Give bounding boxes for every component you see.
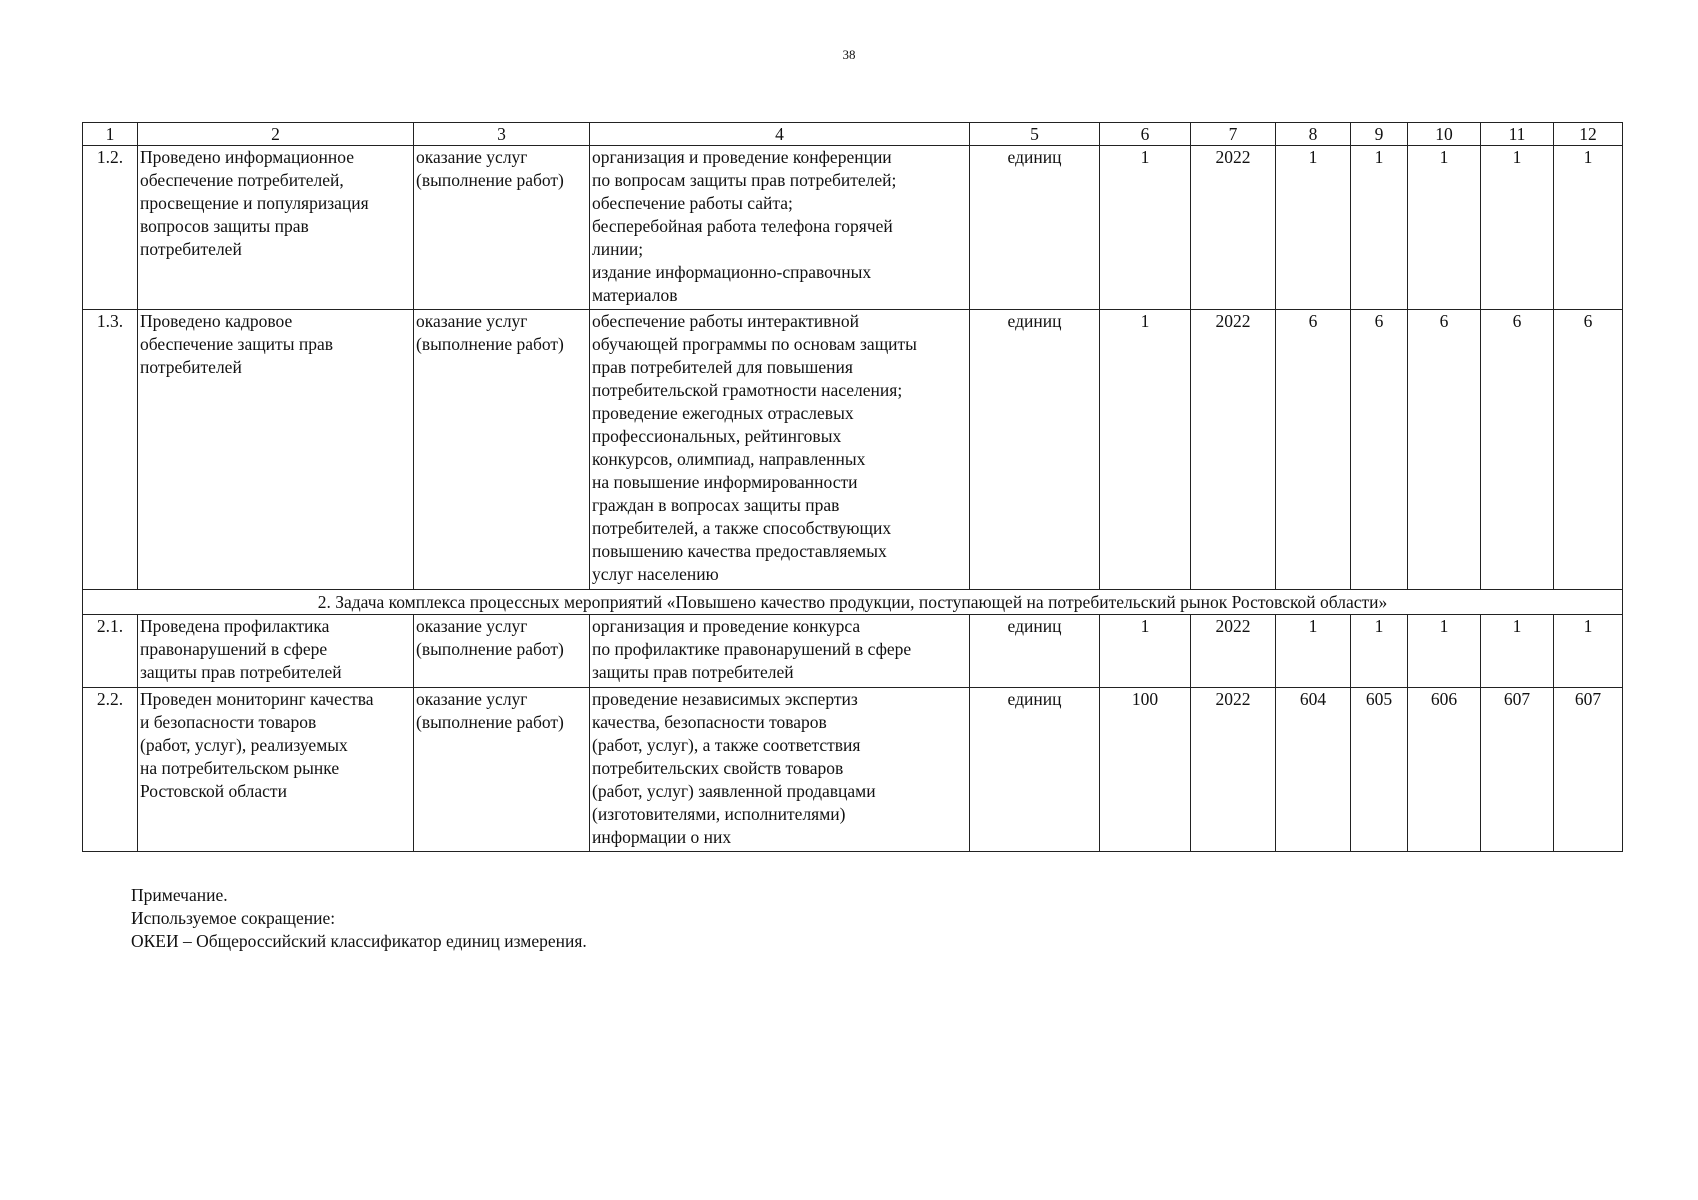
value-col-9: 1: [1351, 615, 1408, 688]
base-year-cell: 2022: [1191, 310, 1276, 590]
header-cell: 9: [1351, 123, 1408, 146]
result-type: оказание услуг (выполнение работ): [414, 615, 590, 688]
header-cell: 4: [590, 123, 970, 146]
row-number: 1.3.: [83, 310, 138, 590]
base-year-cell: 2022: [1191, 615, 1276, 688]
value-col-12: 6: [1554, 310, 1623, 590]
value-col-9: 1: [1351, 146, 1408, 310]
header-cell: 10: [1408, 123, 1481, 146]
result-description: организация и проведение конкурса по профилактике правонарушений в сфере защиты прав потребителей: [590, 615, 970, 688]
value-col-12: 1: [1554, 146, 1623, 310]
base-value-cell: 1: [1100, 310, 1191, 590]
result-type: оказание услуг (выполнение работ): [414, 310, 590, 590]
header-cell: 2: [138, 123, 414, 146]
result-type: оказание услуг (выполнение работ): [414, 146, 590, 310]
value-col-11: 607: [1481, 688, 1554, 852]
value-col-10: 1: [1408, 146, 1481, 310]
header-cell: 3: [414, 123, 590, 146]
base-value-cell: 100: [1100, 688, 1191, 852]
value-col-9: 6: [1351, 310, 1408, 590]
header-cell: 8: [1276, 123, 1351, 146]
value-col-8: 1: [1276, 146, 1351, 310]
unit-cell: единиц: [970, 688, 1100, 852]
base-year-cell: 2022: [1191, 688, 1276, 852]
value-col-10: 1: [1408, 615, 1481, 688]
page-number: 38: [842, 47, 856, 62]
result-description: проведение независимых экспертиз качества, безопасности товаров (работ, услуг), а также соответствия потребительских свойств товаров (работ, услуг) заявленной продавцами (изготовителями, исполнителями) информации о них: [590, 688, 970, 852]
header-cell: 6: [1100, 123, 1191, 146]
value-col-8: 1: [1276, 615, 1351, 688]
row-number: 1.2.: [83, 146, 138, 310]
note-heading: Примечание.: [131, 885, 228, 905]
result-text: Проведено информационное обеспечение потребителей, просвещение и популяризация вопросов защиты прав потребителей: [138, 146, 414, 310]
result-text: Проведено кадровое обеспечение защиты прав потребителей: [138, 310, 414, 590]
unit-cell: единиц: [970, 310, 1100, 590]
result-text: Проведен мониторинг качества и безопасности товаров (работ, услуг), реализуемых на потребительском рынке Ростовской области: [138, 688, 414, 852]
result-description: организация и проведение конференции по вопросам защиты прав потребителей; обеспечение работы сайта; бесперебойная работа телефона горячей линии; издание информационно-справочных материалов: [590, 146, 970, 310]
row-number: 2.2.: [83, 688, 138, 852]
note-abbreviation-okei: ОКЕИ – Общероссийский классификатор единиц измерения.: [131, 931, 587, 951]
unit-cell: единиц: [970, 615, 1100, 688]
header-cell: 5: [970, 123, 1100, 146]
value-col-12: 1: [1554, 615, 1623, 688]
value-col-10: 6: [1408, 310, 1481, 590]
value-col-10: 606: [1408, 688, 1481, 852]
value-col-8: 6: [1276, 310, 1351, 590]
header-cell: 11: [1481, 123, 1554, 146]
result-type: оказание услуг (выполнение работ): [414, 688, 590, 852]
header-cell: 12: [1554, 123, 1623, 146]
base-value-cell: 1: [1100, 146, 1191, 310]
header-cell: 7: [1191, 123, 1276, 146]
value-col-11: 6: [1481, 310, 1554, 590]
base-value-cell: 1: [1100, 615, 1191, 688]
result-text: Проведена профилактика правонарушений в сфере защиты прав потребителей: [138, 615, 414, 688]
table-row: [83, 146, 1623, 310]
header-cell: 1: [83, 123, 138, 146]
section-title: 2. Задача комплекса процессных мероприятий «Повышено качество продукции, поступающей на потребительский рынок Ростовской области»: [83, 590, 1623, 615]
value-col-11: 1: [1481, 615, 1554, 688]
note-abbreviation-title: Используемое сокращение:: [131, 908, 336, 928]
value-col-9: 605: [1351, 688, 1408, 852]
results-table: [82, 122, 1623, 852]
table-row: [83, 688, 1623, 852]
unit-cell: единиц: [970, 146, 1100, 310]
table-header-row: [83, 123, 1623, 146]
row-number: 2.1.: [83, 615, 138, 688]
table-row: [83, 615, 1623, 688]
table-row: [83, 310, 1623, 590]
result-description: обеспечение работы интерактивной обучающей программы по основам защиты прав потребителей для повышения потребительской грамотности населения; проведение ежегодных отраслевых профессиональных, рейтинговых конкурсов, олимпиад, направленных на повышение информированности граждан в вопросах защиты прав потребителей, а также способствующих повышению качества предоставляемых услуг населению: [590, 310, 970, 590]
value-col-8: 604: [1276, 688, 1351, 852]
value-col-11: 1: [1481, 146, 1554, 310]
section-row: [83, 590, 1623, 615]
value-col-12: 607: [1554, 688, 1623, 852]
base-year-cell: 2022: [1191, 146, 1276, 310]
note-block: [131, 884, 587, 953]
